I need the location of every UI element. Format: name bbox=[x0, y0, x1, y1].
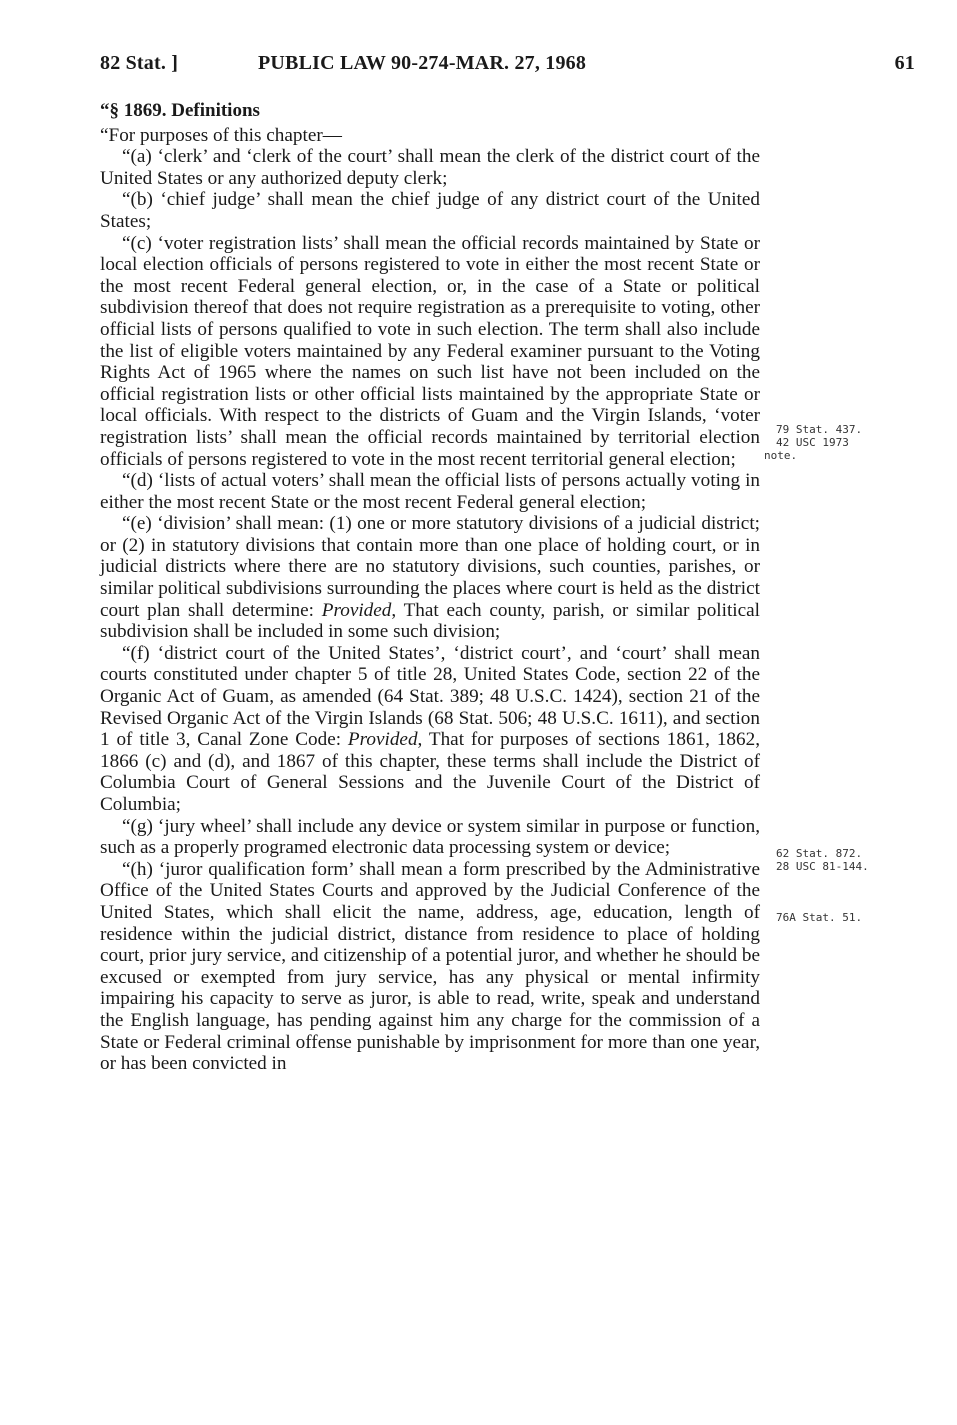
paragraph-f-text-2: , That for purposes of sections 1861, 1862, 1866 (c) and (d), and 1867 of this chapter, these terms shall include the District of Columbia Court of General Sessions and the Juvenile Court of the District of Columbia; bbox=[100, 729, 760, 815]
margin-note-line: 62 Stat. 872. bbox=[776, 847, 863, 860]
running-header-title: PUBLIC LAW 90-274-MAR. 27, 1968 bbox=[258, 52, 587, 74]
paragraph-f-text-1: “(f) ‘district court of the United States’, ‘district court’, and ‘court’ shall mean courts constituted under chapter 5 of title 28, United States Code, section 22 of the Organic Act of Guam, as amended (64 Stat. 389; 48 U.S.C. 1424), section 21 of the Revised Organic Act of the Virgin Islands (68 Stat. 506; 48 U.S.C. 1611), and section 1 of title 3, Canal Zone Code: bbox=[100, 642, 760, 751]
paragraph-g: “(g) ‘jury wheel’ shall include any device or system similar in purpose or function, such as a properly programed electronic data processing system or device; bbox=[100, 815, 760, 859]
margin-note-line: note. bbox=[764, 449, 798, 462]
paragraph-e-text-1: “(e) ‘division’ shall mean: (1) one or more statutory divisions of a judicial district; or (2) in statutory divisions that contain more than one place of holding court, or in judicial districts where there are no statutory divisions, such counties, parishes, or similar political subdivisions surrounding the places where court is held as the district court plan shall determine: bbox=[100, 513, 760, 621]
paragraph-h: “(h) ‘juror qualification form’ shall mean a form prescribed by the Administrative Office of the United States Courts and approved by the Judicial Conference of the United States, which shall elicit the name, address, age, education, length of residence within the judicial district, distance from residence to place of holding court, prior jury service, and citizenship of a potential juror, and whether he should be excused or exempted from jury service, has any physical or mental infirmity impairing his capacity to serve as juror, is able to read, write, speak and understand the English language, has pending against him any charge for the commission of a State or Federal criminal offense punishable by imprisonment for more than one year, or has been convicted in bbox=[100, 858, 760, 1075]
margin-note-voting-rights bbox=[764, 423, 863, 462]
section-heading: “§ 1869. Definitions bbox=[100, 100, 260, 121]
paragraph-a: “(a) ‘clerk’ and ‘clerk of the court’ shall mean the clerk of the district court of the United States or any authorized deputy clerk; bbox=[100, 146, 760, 189]
paragraph-e-text-2: , That each county, parish, or similar political subdivision shall be included in some such division; bbox=[100, 599, 760, 643]
statute-reference: 82 Stat. ] bbox=[100, 52, 179, 74]
page-number: 61 bbox=[894, 52, 915, 74]
paragraph-e-provided: Provided bbox=[321, 599, 392, 621]
statute-body bbox=[100, 100, 760, 1075]
paragraph-e bbox=[100, 513, 760, 643]
margin-note-line: 76A Stat. 51. bbox=[776, 911, 863, 924]
paragraph-b: “(b) ‘chief judge’ shall mean the chief judge of any district court of the United States; bbox=[100, 189, 760, 232]
paragraph-d: “(d) ‘lists of actual voters’ shall mean the official lists of persons actually voting in either the most recent State or the most recent Federal general election; bbox=[100, 470, 760, 513]
margin-note-line: 42 USC 1973 bbox=[776, 436, 849, 449]
section-intro: “For purposes of this chapter— bbox=[100, 124, 342, 146]
paragraph-f-provided: Provided bbox=[347, 729, 418, 751]
margin-note-line: 79 Stat. 437. bbox=[776, 423, 863, 436]
paragraph-f bbox=[100, 643, 760, 816]
margin-note-guam-act bbox=[776, 847, 869, 873]
margin-note-canal-zone bbox=[776, 911, 862, 924]
margin-note-line: 28 USC 81-144. bbox=[776, 860, 869, 873]
paragraph-c: “(c) ‘voter registration lists’ shall mean the official records maintained by State or local election officials of persons registered to vote in either the most recent State or the most recent Federal general election, or, in the case of a State or political subdivision thereof that does not require registration as a prerequisite to voting, other official lists of persons qualified to vote in such election. The term shall also include the list of eligible voters maintained by any Federal examiner pursuant to the Voting Rights Act of 1965 where the names on such list have not been included on the official registration lists or other official lists maintained by the appropriate State or local officials. With respect to the districts of Guam and the Virgin Islands, ‘voter registration lists’ shall mean the official records maintained by territorial election officials of persons registered to vote in the most recent territorial general election; bbox=[100, 232, 760, 470]
